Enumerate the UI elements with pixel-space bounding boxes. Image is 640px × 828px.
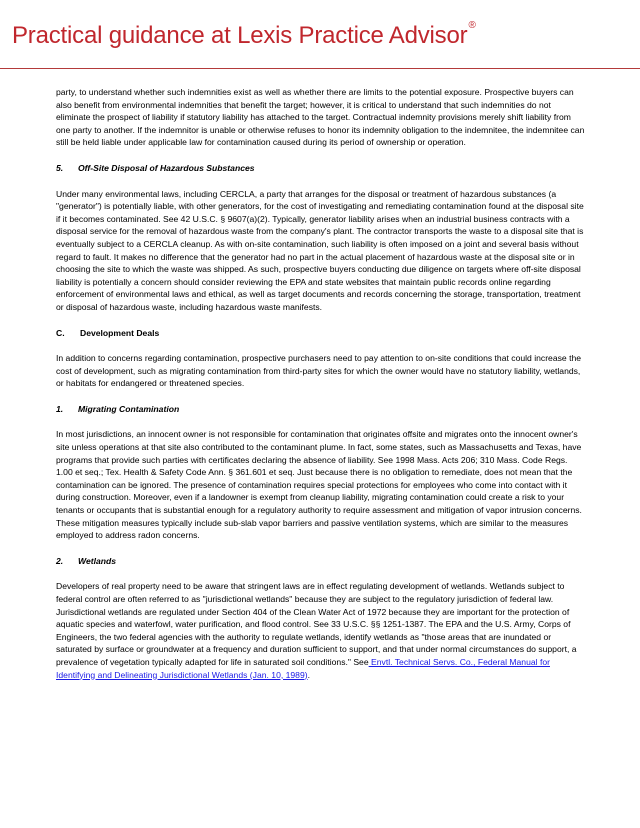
wetlands-manual-link[interactable]: Envtl. Technical Servs. Co., Federal Manual for Identifying and Delineating Jurisdictional Wetlands (Jan. 10, 1989) bbox=[56, 656, 550, 680]
heading-number: 1. bbox=[56, 403, 64, 414]
heading-text: Off-Site Disposal of Hazardous Substances bbox=[78, 162, 255, 173]
wetlands-text: Developers of real property need to be aware that stringent laws are in effect regulating development of wetlands. Wetlands subject to federal control are often referred to as "jurisdictional wetlands" because they are subject to the regulatory jurisdiction of federal law. Jurisdictional wetlands are regulated under Section 404 of the Clean Water Act of 1972 because they are important for the protection of aquatic species and waterfowl, water purification, and flood control. See 33 U.S.C. §§ 1251-1387. The EPA and the U.S. Army, Corps of Engineers, the two federal agencies with the authority to regulate wetlands, identify wetlands as "those areas that are inundated or saturated by surface or groundwater at a frequency and duration sufficient to support, and that under normal circumstances do support, a prevalence of vegetation typically adapted for life in saturated soil conditions." See bbox=[56, 581, 577, 667]
heading-letter: C. bbox=[56, 327, 65, 338]
heading-text: Development Deals bbox=[80, 327, 160, 338]
header-title bbox=[12, 22, 476, 50]
heading-wetlands bbox=[56, 555, 586, 568]
heading-off-site-disposal bbox=[56, 162, 586, 175]
heading-text: Wetlands bbox=[78, 555, 117, 566]
wetlands-text-end: . bbox=[307, 669, 310, 680]
paragraph-migrating-contamination: In most jurisdictions, an innocent owner is not responsible for contamination that originates offsite and migrates onto the innocent owner's site unless operations at that site also contributed to the contaminant plume. In fact, some states, such as Massachusetts and Texas, have programs that provide such parties with certificates declaring the absence of liability. See 1998 Mass. Acts 206; 310 Mass. Code Regs. 1.00 et seq.; Tex. Health & Safety Code Ann. § 361.601 et seq. Just because there is no obligation to remediate, does not mean that the contamination can be ignored. The presence of contamination requires special protections for employees who come into contact with it during construction. Moreover, even if a landowner is exempt from cleanup liability, migrating contamination could create a risk to your tenants or occupants that is substantial enough for a regulatory authority to require assessment and mitigation of vapor intrusion concerns. These mitigation measures typically include sub-slab vapor barriers and passive ventilation systems, which are similar to the measures employed to address radon concerns. bbox=[56, 429, 582, 541]
registered-mark: ® bbox=[468, 20, 476, 31]
heading-number: 2. bbox=[56, 555, 64, 566]
paragraph-indemnities: party, to understand whether such indemnities exist as well as whether there are limits to the potential exposure. Prospective buyers can also benefit from environmental indemnities that benefit the target; however, it is critical to understand that such indemnities do not eliminate the prospect of liability if statutory liability has attached to the target. Contractual indemnity provisions merely shift liability from one party to another. If the indemnitor is unable or otherwise refuses to honor its indemnity obligation to the indemnitee, the indemnitee can still be held liable under applicable law for contamination caused during its period of ownership or operation. bbox=[56, 87, 585, 148]
heading-development-deals bbox=[56, 327, 586, 340]
heading-migrating-contamination bbox=[56, 403, 586, 416]
paragraph-development-deals: In addition to concerns regarding contamination, prospective purchasers need to pay attention to on-site conditions that could increase the cost of development, such as migrating contamination from third-party sites for which the owner would have no statutory liability, wetlands, or habitats for endangered or threatened species. bbox=[56, 353, 582, 389]
heading-number: 5. bbox=[56, 162, 64, 173]
heading-text: Migrating Contamination bbox=[78, 403, 180, 414]
header-title-text: Practical guidance at Lexis Practice Advisor bbox=[12, 22, 468, 49]
page-header bbox=[0, 0, 640, 69]
paragraph-off-site-disposal: Under many environmental laws, including CERCLA, a party that arranges for the disposal or treatment of hazardous substances (a "generator") is potentially liable, with other generators, for the cost of investigating and remediating contamination found at the disposal site if it becomes contaminated. See 42 U.S.C. § 9607(a)(2). Typically, generator liability arises when an industrial business contracts with a disposal service for the removal of hazardous waste from the company's plant. The contractor transports the waste to a disposal site that is eventually subject to a CERCLA cleanup. As with on-site contamination, such liability is often imposed on a joint and several basis without regard to fault. It makes no difference that the generator had no part in the actual placement of hazardous waste at the disposal site or in choosing the site to which the waste was shipped. As such, prospective buyers conducting due diligence on targets where off-site disposal liability is potentially a concern should consider reviewing the EPA and state websites that maintain public records online regarding enforcement of environmental laws and ethical, as well as target documents and records concerning the storage, transportation, treatment or disposal of hazardous waste, including hazardous waste manifests. bbox=[56, 188, 584, 312]
paragraph-wetlands bbox=[56, 580, 586, 681]
document-body bbox=[56, 86, 586, 694]
